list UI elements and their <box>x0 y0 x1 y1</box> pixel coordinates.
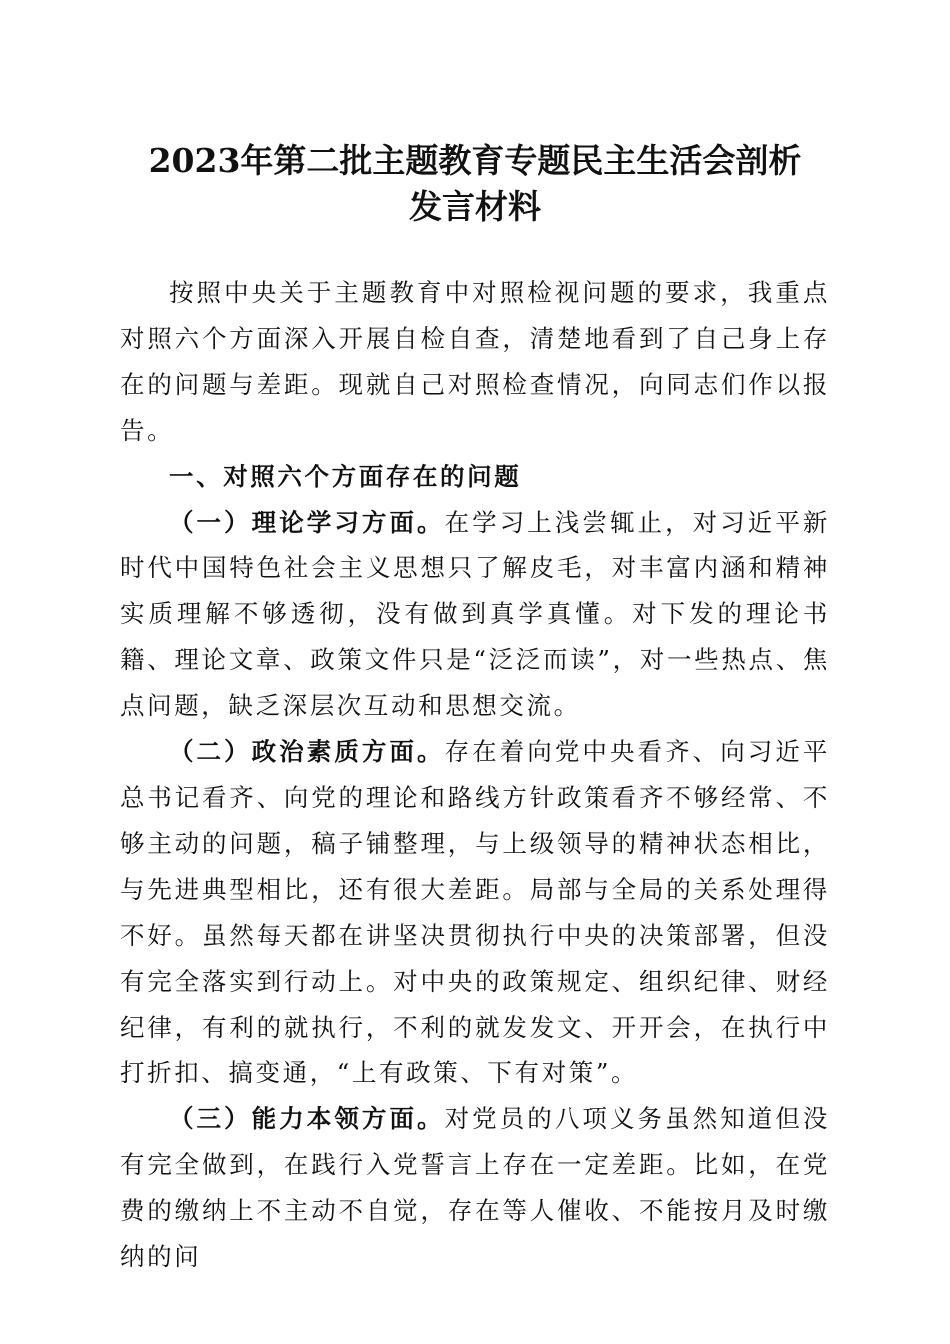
paragraph-lead: （三）能力本领方面。 <box>169 1104 445 1134</box>
paragraph-ability <box>120 1096 830 1280</box>
paragraph-political-quality <box>120 729 830 1096</box>
section-heading: 一、对照六个方面存在的问题 <box>169 461 522 491</box>
paragraph-lead: （一）理论学习方面。 <box>169 507 445 537</box>
document-title-line-2: 发言材料 <box>409 187 541 226</box>
paragraph-theory-study <box>120 500 830 730</box>
paragraph-text: 对党员的八项义务虽然知道但没有完全做到，在践行入党誓言上存在一定差距。比如，在党费的缴纳上不主动不自觉，存在等人催收、不能按月及时缴纳的问 <box>120 1104 830 1272</box>
document-body <box>120 270 830 1280</box>
paragraph-text: 在学习上浅尝辄止，对习近平新时代中国特色社会主义思想只了解皮毛，对丰富内涵和精神实质理解不够透彻，没有做到真学真懂。对下发的理论书籍、理论文章、政策文件只是“泛泛而读”，对一些热点、焦点问题，缺乏深层次互动和思想交流。 <box>120 507 830 721</box>
intro-paragraph: 按照中央关于主题教育中对照检视问题的要求，我重点对照六个方面深入开展自检自查，清楚地看到了自己身上存在的问题与差距。现就自己对照检查情况，向同志们作以报告。 <box>120 278 830 445</box>
paragraph-text: 存在着向党中央看齐、向习近平总书记看齐、向党的理论和路线方针政策看齐不够经常、不够主动的问题，稿子铺整理，与上级领导的精神状态相比，与先进典型相比，还有很大差距。局部与全局的关系处理得不好。虽然每天都在讲坚决贯彻执行中央的决策部署，但没有完全落实到行动上。对中央的政策规定、组织纪律、财经纪律，有利的就执行，不利的就发发文、开开会，在执行中打折扣、搞变通，“上有政策、下有对策”。 <box>120 737 830 1088</box>
document-title-line-1: 2023年第二批主题教育专题民主生活会剖析 <box>148 141 802 180</box>
paragraph-lead: （二）政治素质方面。 <box>169 737 445 767</box>
